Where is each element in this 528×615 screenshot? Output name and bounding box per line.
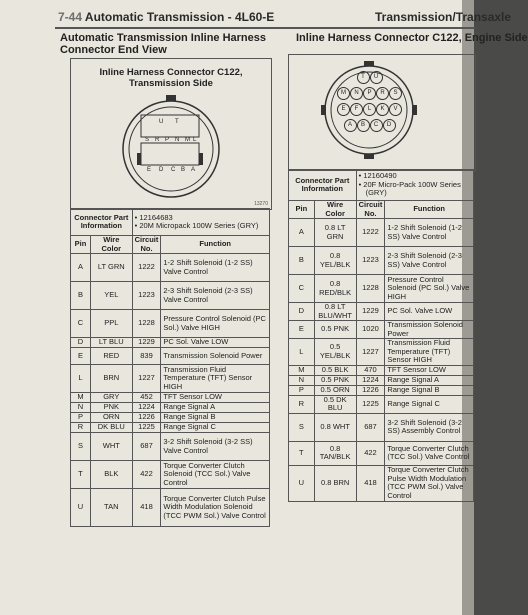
right-table-row (289, 339, 474, 366)
right-cell-circuit: 470 (356, 365, 385, 375)
left-cell-function: Torque Converter Clutch Solenoid (TCC Sol.) Valve Control (161, 461, 270, 489)
left-table-row (71, 310, 270, 338)
left-pin-table (70, 208, 270, 527)
right-table-row (289, 385, 474, 395)
right-section-title: Inline Harness Connector C122, Engine Side (296, 32, 528, 44)
left-cell-circuit: 1225 (132, 423, 161, 433)
left-cell-wire-color: BRN (90, 365, 132, 393)
right-cell-wire-color: 0.8 YEL/BLK (314, 247, 356, 275)
header-rule (55, 27, 475, 29)
svg-text:T: T (175, 119, 179, 125)
svg-text:N: N (175, 137, 180, 143)
right-pin-label: L (363, 103, 376, 116)
left-connector-info-label: Connector Part Information (71, 209, 133, 236)
left-cell-function: PC Sol. Valve LOW (161, 338, 270, 348)
left-cell-circuit: 1228 (132, 310, 161, 338)
left-cell-circuit: 452 (132, 393, 161, 403)
left-cell-wire-color: RED (90, 348, 132, 365)
left-cell-circuit: 1223 (132, 282, 161, 310)
right-cell-function: Pressure Control Solenoid (PC Sol.) Valve HIGH (385, 275, 474, 303)
left-cell-circuit: 1227 (132, 365, 161, 393)
right-table-row (289, 395, 474, 413)
right-cell-wire-color: 0.8 TAN/BLK (314, 441, 356, 465)
right-cell-wire-color: 0.5 YEL/BLK (314, 339, 356, 366)
right-cell-wire-color: 0.8 LT GRN (314, 219, 356, 247)
right-cell-function: 2-3 Shift Solenoid (2-3 SS) Valve Control (385, 247, 474, 275)
left-cell-pin: T (71, 461, 91, 489)
right-cell-pin: D (289, 303, 315, 321)
left-cell-pin: P (71, 413, 91, 423)
right-cell-circuit: 1224 (356, 375, 385, 385)
right-pin-label: A (344, 119, 357, 132)
right-col-function: Function (385, 201, 474, 219)
left-cell-wire-color: LT GRN (90, 254, 132, 282)
right-pin-label: S (389, 87, 402, 100)
right-pin-table (288, 169, 474, 502)
left-cell-wire-color: DK BLU (90, 423, 132, 433)
left-cell-pin: D (71, 338, 91, 348)
left-cell-wire-color: BLK (90, 461, 132, 489)
left-cell-function: 2-3 Shift Solenoid (2-3 SS) Valve Control (161, 282, 270, 310)
right-pin-label: R (376, 87, 389, 100)
right-cell-wire-color: 0.8 RED/BLK (314, 275, 356, 303)
left-table-row (71, 461, 270, 489)
left-cell-wire-color: PPL (90, 310, 132, 338)
right-cell-circuit: 1228 (356, 275, 385, 303)
left-connector-diagram (70, 58, 272, 210)
left-diagram-id: 13270 (254, 201, 268, 207)
right-connector-info-items (356, 170, 473, 201)
right-cell-wire-color: 0.8 WHT (314, 413, 356, 441)
right-cell-wire-color: 0.5 DK BLU (314, 395, 356, 413)
left-table-row (71, 338, 270, 348)
svg-text:P: P (165, 137, 170, 143)
right-pin-label: U (370, 71, 383, 84)
left-connector-series: • 20M Micropack 100W Series (GRY) (134, 221, 259, 230)
left-cell-function: Transmission Fluid Temperature (TFT) Sensor HIGH (161, 365, 270, 393)
right-connector-series: • 20F Micro-Pack 100W Series (GRY) (358, 179, 461, 198)
right-pin-label: N (350, 87, 363, 100)
left-table-row (71, 489, 270, 527)
right-cell-pin: U (289, 465, 315, 501)
left-cell-pin: M (71, 393, 91, 403)
left-table-row (71, 393, 270, 403)
svg-text:M: M (185, 137, 190, 143)
left-cell-circuit: 422 (132, 461, 161, 489)
left-cell-function: Torque Converter Clutch Pulse Width Modulation Solenoid (TCC PWM Sol.) Valve Control (161, 489, 270, 527)
right-pin-label: B (357, 119, 370, 132)
right-cell-function: PC Sol. Valve LOW (385, 303, 474, 321)
left-cell-circuit: 418 (132, 489, 161, 527)
left-cell-wire-color: WHT (90, 433, 132, 461)
right-cell-pin: T (289, 441, 315, 465)
right-cell-function: 3-2 Shift Solenoid (3-2 SS) Assembly Control (385, 413, 474, 441)
left-col-circuit: Circuit No. (132, 236, 161, 254)
right-cell-circuit: 1225 (356, 395, 385, 413)
right-cell-function: Range Signal B (385, 385, 474, 395)
left-cell-pin: A (71, 254, 91, 282)
right-cell-circuit: 422 (356, 441, 385, 465)
left-table-row (71, 254, 270, 282)
right-pin-label: C (370, 119, 383, 132)
right-connector-info-label: Connector Part Information (289, 170, 357, 201)
right-cell-function: Transmission Solenoid Power (385, 321, 474, 339)
right-table-row (289, 247, 474, 275)
left-connector-drawing (71, 59, 271, 209)
left-cell-wire-color: TAN (90, 489, 132, 527)
right-pin-label: M (337, 87, 350, 100)
left-cell-circuit: 1224 (132, 403, 161, 413)
right-cell-function: Range Signal C (385, 395, 474, 413)
right-table-row (289, 441, 474, 465)
left-cell-function: 3-2 Shift Solenoid (3-2 SS) Valve Control (161, 433, 270, 461)
right-cell-wire-color: 0.5 ORN (314, 385, 356, 395)
right-cell-function: Range Signal A (385, 375, 474, 385)
right-cell-wire-color: 0.5 BLK (314, 365, 356, 375)
left-connector-info-items (132, 209, 269, 236)
left-cell-pin: S (71, 433, 91, 461)
right-col-wire-color: Wire Color (314, 201, 356, 219)
left-cell-circuit: 687 (132, 433, 161, 461)
right-cell-pin: E (289, 321, 315, 339)
left-col-pin: Pin (71, 236, 91, 254)
right-col-pin: Pin (289, 201, 315, 219)
svg-text:D: D (159, 167, 164, 173)
left-cell-wire-color: PNK (90, 403, 132, 413)
right-cell-circuit: 1223 (356, 247, 385, 275)
left-cell-function: Range Signal A (161, 403, 270, 413)
left-cell-pin: C (71, 310, 91, 338)
left-cell-pin: R (71, 423, 91, 433)
left-cell-circuit: 1229 (132, 338, 161, 348)
right-cell-pin: S (289, 413, 315, 441)
right-connector-diagram (288, 54, 476, 171)
right-table-row (289, 321, 474, 339)
svg-text:U: U (159, 119, 164, 125)
right-table-row (289, 219, 474, 247)
svg-text:R: R (155, 137, 160, 143)
left-cell-function: Range Signal B (161, 413, 270, 423)
right-cell-pin: M (289, 365, 315, 375)
right-cell-pin: P (289, 385, 315, 395)
svg-text:B: B (181, 167, 186, 173)
svg-text:L: L (193, 137, 197, 143)
right-part-number: • 12160490 (358, 171, 397, 181)
left-table-row (71, 433, 270, 461)
right-cell-function: 1-2 Shift Solenoid (1-2 SS) Valve Control (385, 219, 474, 247)
right-cell-pin: B (289, 247, 315, 275)
left-cell-function: Range Signal C (161, 423, 270, 433)
left-cell-function: Pressure Control Solenoid (PC Sol.) Valve HIGH (161, 310, 270, 338)
left-cell-function: 1-2 Shift Solenoid (1-2 SS) Valve Control (161, 254, 270, 282)
right-cell-circuit: 1226 (356, 385, 385, 395)
right-cell-wire-color: 0.8 LT BLU/WHT (314, 303, 356, 321)
left-diagram-caption: Inline Harness Connector C122, Transmission Side (99, 67, 243, 89)
right-table-row (289, 275, 474, 303)
right-cell-circuit: 1020 (356, 321, 385, 339)
left-section-title: Automatic Transmission Inline Harness Connector End View (60, 32, 267, 56)
left-cell-function: Transmission Solenoid Power (161, 348, 270, 365)
right-cell-wire-color: 0.5 PNK (314, 321, 356, 339)
page-header-title: Automatic Transmission - 4L60-E (84, 10, 275, 24)
right-cell-circuit: 687 (356, 413, 385, 441)
right-cell-circuit: 1229 (356, 303, 385, 321)
right-pin-label: D (383, 119, 396, 132)
right-table-row (289, 413, 474, 441)
left-cell-wire-color: YEL (90, 282, 132, 310)
left-table-row (71, 403, 270, 413)
svg-text:A: A (191, 167, 196, 173)
right-cell-pin: R (289, 395, 315, 413)
left-cell-wire-color: ORN (90, 413, 132, 423)
page-header-left (58, 10, 274, 24)
right-cell-function: Torque Converter Clutch (TCC Sol.) Valve Control (385, 441, 474, 465)
svg-text:E: E (147, 167, 152, 173)
left-cell-pin: N (71, 403, 91, 413)
right-cell-pin: A (289, 219, 315, 247)
left-table-row (71, 423, 270, 433)
page-header-right: Transmission/Transaxle (375, 10, 512, 24)
right-cell-pin: L (289, 339, 315, 366)
right-pin-label: K (376, 103, 389, 116)
right-cell-function: Transmission Fluid Temperature (TFT) Sensor HIGH (385, 339, 474, 366)
right-cell-pin: C (289, 275, 315, 303)
right-cell-pin: N (289, 375, 315, 385)
left-part-number: • 12164683 (134, 212, 173, 222)
right-table-row (289, 375, 474, 385)
right-cell-wire-color: 0.8 BRN (314, 465, 356, 501)
right-table-row (289, 365, 474, 375)
right-cell-circuit: 1222 (356, 219, 385, 247)
svg-text:S: S (145, 137, 150, 143)
left-cell-function: TFT Sensor LOW (161, 393, 270, 403)
left-col-wire-color: Wire Color (90, 236, 132, 254)
page-number: 7-44 (58, 10, 83, 24)
right-table-row (289, 303, 474, 321)
left-cell-circuit: 1226 (132, 413, 161, 423)
right-pin-label: F (350, 103, 363, 116)
left-cell-pin: E (71, 348, 91, 365)
left-cell-pin: U (71, 489, 91, 527)
right-cell-function: Torque Converter Clutch Pulse Width Modulation (TCC PWM Sol.) Valve Control (385, 465, 474, 501)
left-table-row (71, 348, 270, 365)
right-cell-circuit: 1227 (356, 339, 385, 366)
right-cell-circuit: 418 (356, 465, 385, 501)
right-pin-label: T (357, 71, 370, 84)
right-col-circuit: Circuit No. (356, 201, 385, 219)
right-cell-function: TFT Sensor LOW (385, 365, 474, 375)
left-cell-pin: L (71, 365, 91, 393)
left-col-function: Function (161, 236, 270, 254)
left-table-row (71, 282, 270, 310)
left-cell-wire-color: LT BLU (90, 338, 132, 348)
right-table-row (289, 465, 474, 501)
left-cell-wire-color: GRY (90, 393, 132, 403)
svg-text:C: C (171, 167, 176, 173)
left-cell-circuit: 839 (132, 348, 161, 365)
left-cell-circuit: 1222 (132, 254, 161, 282)
right-pin-label: V (389, 103, 402, 116)
left-cell-pin: B (71, 282, 91, 310)
right-pin-label: P (363, 87, 376, 100)
left-table-row (71, 365, 270, 393)
right-pin-label: E (337, 103, 350, 116)
left-table-row (71, 413, 270, 423)
right-cell-wire-color: 0.5 PNK (314, 375, 356, 385)
